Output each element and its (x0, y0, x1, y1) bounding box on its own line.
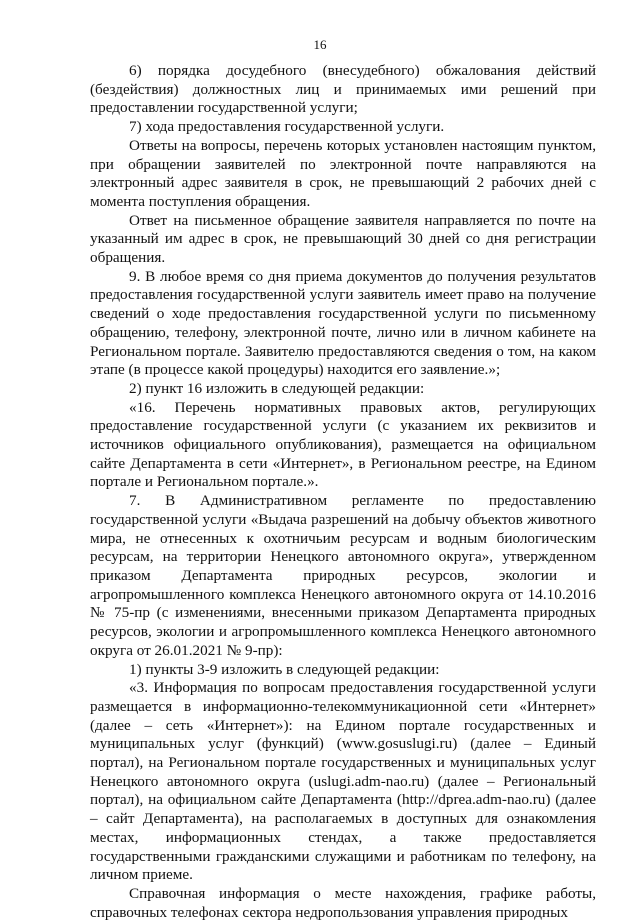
paragraph: Справочная информация о месте нахождения, графике работы, справочных телефонах сектора недропользования управления природных (90, 884, 596, 921)
paragraph: 7) хода предоставления государственной услуги. (129, 118, 445, 136)
paragraph: 9. В любое время со дня приема документов до получения результатов предоставления государственной услуги заявитель имеет право на получение сведений о ходе предоставления государственной услуги по письменному обращению, телефону, электронной почте, лично или в личном кабинете на Региональном портале. Заявителю предоставляются сведения о том, на каком этапе (в процессе какой процедуры) находится его заявление.»; (90, 267, 596, 379)
paragraph: Ответ на письменное обращение заявителя направляется по почте на указанный им адрес в срок, не превышающий 30 дней со дня регистрации обращения. (90, 211, 596, 267)
paragraph: 2) пункт 16 изложить в следующей редакции: (129, 379, 425, 397)
paragraph: 7. В Административном регламенте по предоставлению государственной услуги «Выдача разрешений на добычу объектов животного мира, не отнесенных к охотничьим ресурсам и водным биологическим ресурсам, на территории Ненецкого автономного округа», утвержденном приказом Департамента природных ресурсов, экологии и агропромышленного комплекса Ненецкого автономного округа от 14.10.2016 № 75-пр (с изменениями, внесенными приказом Департамента природных ресурсов, экологии и агропромышленного комплекса Ненецкого автономного округа от 26.01.2021 № 9-пр): (90, 492, 596, 659)
paragraph: Ответы на вопросы, перечень которых установлен настоящим пунктом, при обращении заявителей по электронной почте направляются на электронный адрес заявителя в срок, не превышающий 2 рабочих дней с момента поступления обращения. (90, 136, 596, 210)
paragraph: «3. Информация по вопросам предоставления государственной услуги размещается в информационно-телекоммуникационной сети «Интернет» (далее – сеть «Интернет»): на Едином портале государственных и муниципальных услуг (функций) (www.gosuslugi.ru) (далее – Единый портал), на Региональном портале государственных и муниципальных услуг Ненецкого автономного округа (uslugi.adm-nao.ru) (далее – Региональный портал), на официальном сайте Департамента (http://dprea.adm-nao.ru) (далее – сайт Департамента), на располагаемых в доступных для ознакомления местах, информационных стендах, а также предоставляется государственными гражданскими служащими и работникам по телефону, на личном приеме. (90, 679, 596, 884)
page-number: 16 (313, 37, 327, 52)
document-body (90, 62, 596, 922)
paragraph: «16. Перечень нормативных правовых актов, регулирующих предоставление государственной услуги (с указанием их реквизитов и источников официального опубликования), размещается на официальном сайте Департамента в сети «Интернет», в Региональном реестре, на Едином портале и Региональном портале.». (90, 398, 596, 491)
paragraph: 6) порядка досудебного (внесудебного) обжалования действий (бездействия) должностных лиц и принимаемых ими решений при предоставлении государственной услуги; (90, 62, 596, 117)
paragraph: 1) пункты 3-9 изложить в следующей редакции: (129, 660, 440, 678)
